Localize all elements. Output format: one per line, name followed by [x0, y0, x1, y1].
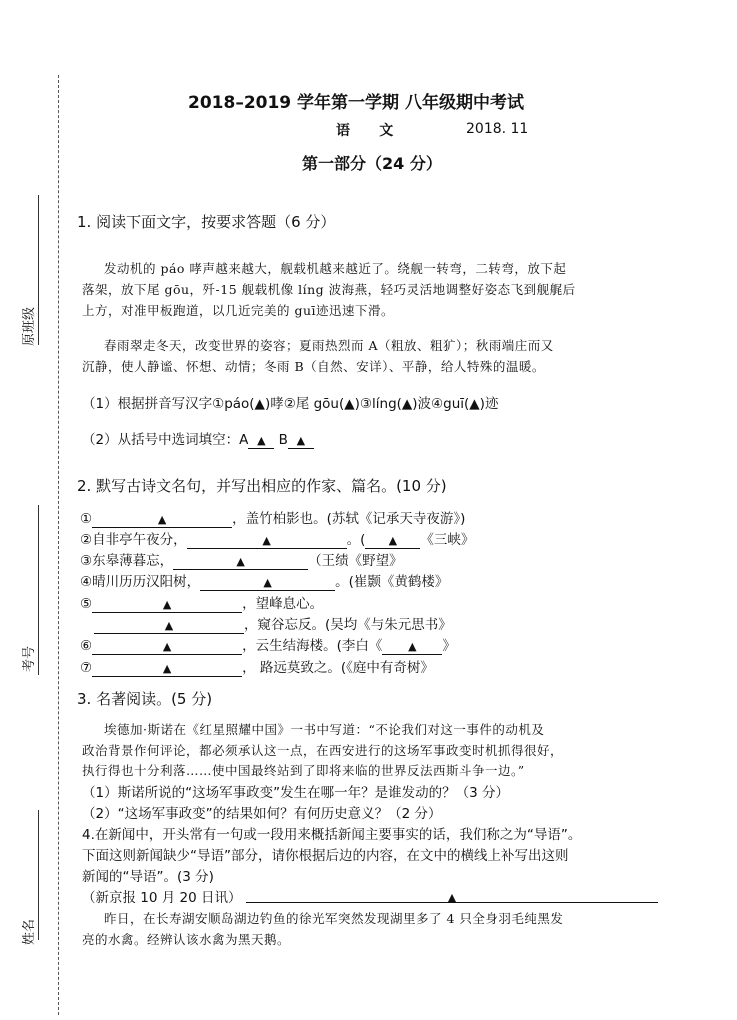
q2-heading: 2. 默写古诗文名句，并写出相应的作家、篇名。(10 分): [77, 477, 447, 495]
q1-para1-line3: 上方，对准甲板跑道，以几近完美的 guī迹迅速下滑。: [82, 303, 395, 318]
q2-blank-7b[interactable]: [382, 639, 442, 655]
q1-para2-line2: 沉静，使人静谧、怀想、动情；冬雨 B（自然、安详）、平静，给人特殊的温暖。: [82, 359, 545, 374]
name-write-line: [38, 810, 39, 940]
q2-blank-6-mark: ▲: [164, 619, 174, 632]
q2-blank-8[interactable]: [92, 661, 242, 677]
q2-line-2: [80, 528, 474, 549]
blank-b-mark: ▲: [296, 434, 306, 447]
blank-a[interactable]: [248, 433, 274, 449]
q2-blank-7[interactable]: [92, 639, 242, 655]
q4-dateline: （新京报 10 月 20 日讯）: [82, 890, 242, 906]
q4-lead-blank-mark: ▲: [447, 891, 457, 904]
q1-heading: 1. 阅读下面文字，按要求答题（6 分）: [77, 213, 336, 231]
blank-a-mark: ▲: [257, 434, 266, 447]
q3-sub1: （1）斯诺所说的“这场军事政变”发生在哪一年？是谁发动的？（3 分）: [82, 785, 509, 801]
q3-heading: 3. 名著阅读。(5 分): [77, 690, 213, 708]
q2-blank-4-mark: ▲: [263, 576, 272, 589]
q2-blank-2b[interactable]: [365, 533, 420, 549]
q1-sub2-prefix: （2）从括号中选词填空：A: [82, 432, 249, 448]
q4-text-line2: 下面这则新闻缺少“导语”部分，请你根据后边的内容，在文中的横线上补写出这则: [82, 848, 569, 864]
q2-line-7: [80, 634, 456, 655]
q2-blank-2b-mark: ▲: [388, 534, 398, 547]
q2-blank-3-mark: ▲: [236, 555, 245, 568]
q4-text-line1: 4.在新闻中，开头常有一句或一段用来概括新闻主要事实的话，我们称之为“导语”。: [82, 827, 582, 843]
q2-line-7-num: ⑥: [80, 638, 93, 654]
q2-blank-7-mark: ▲: [162, 640, 172, 653]
q2-line-4: [80, 570, 448, 591]
q2-blank-5[interactable]: [92, 597, 242, 613]
q1-sub2-b: B: [278, 432, 288, 448]
q2-blank-3[interactable]: [173, 554, 308, 570]
q2-line-7-tail: 》: [442, 638, 456, 654]
q3-quote-line3: 执行得也十分利落……使中国最终站到了即将来临的世界反法西斯斗争一边。”: [82, 763, 525, 778]
q4-text-line3: 新闻的“导语”。(3 分): [82, 869, 214, 885]
q2-blank-1[interactable]: [92, 512, 232, 528]
q2-line-3-text: （王绩《野望》: [308, 553, 403, 569]
q2-line-4-text: 。(崔颢《黄鹤楼》: [335, 574, 449, 590]
q2-line-8: [80, 656, 434, 677]
q2-line-3: [80, 549, 403, 570]
q2-blank-5-mark: ▲: [162, 598, 172, 611]
q1-para1-line2: 落架，放下尾 gōu，歼-15 舰载机像 líng 波海燕，轻巧灵活地调整好姿态飞到舰艉后: [82, 282, 576, 297]
exam-date: 2018. 11: [466, 121, 529, 137]
q2-line-7-text: ，云生结海楼。(李白《: [242, 638, 383, 654]
exam-title: 2018–2019 学年第一学期 八年级期中考试: [188, 93, 524, 113]
q4-body-line2: 亮的水禽。经辨认该水禽为黑天鹅。: [82, 932, 291, 947]
binding-dashed-line: [58, 75, 59, 1015]
q2-line-6: [80, 613, 452, 634]
q2-line-1-num: ①: [80, 511, 93, 527]
q2-line-2-text: 。(: [346, 532, 366, 548]
q1-para1-line1: 发动机的 páo 哮声越来越大，舰载机越来越近了。绕舰一转弯，二转弯，放下起: [104, 261, 567, 276]
q2-blank-8-mark: ▲: [162, 662, 172, 675]
q4-body-line1: 昨日，在长寿湖安顺岛湖边钓鱼的徐光军突然发现湖里多了 4 只全身羽毛纯黑发: [104, 911, 564, 926]
q2-line-5: [80, 592, 323, 613]
q3-quote-line2: 政治背景作何评论，都必须承认这一点，在西安进行的这场军事政变时机抓得很好，: [82, 743, 564, 758]
q2-blank-2-mark: ▲: [262, 534, 271, 547]
q2-line-5-text: ，望峰息心。: [242, 596, 324, 612]
q2-line-8-text: ， 路远莫致之。(《庭中有奇树》: [242, 660, 434, 676]
q2-line-2-tail: 《三峡》: [420, 532, 475, 548]
q2-line-6-text: ，窥谷忘反。(吴均《与朱元思书》: [244, 617, 452, 633]
blank-b[interactable]: [288, 433, 314, 449]
part-heading: 第一部分（24 分）: [302, 154, 442, 173]
q2-line-1-text: ，盖竹柏影也。(苏轼《记承天寺夜游》): [232, 511, 466, 527]
q3-sub2: （2）“这场军事政变”的结果如何？有何历史意义？（2 分）: [82, 806, 442, 822]
q2-line-4-pre: ④晴川历历汉阳树，: [80, 574, 201, 590]
q2-blank-6[interactable]: [94, 618, 244, 634]
q2-line-3-pre: ③东皋薄暮忘，: [80, 553, 174, 569]
q2-line-5-num: ⑤: [80, 596, 93, 612]
q1-sub2: [82, 428, 314, 449]
q2-line-8-num: ⑦: [80, 660, 93, 676]
q2-line-1: [80, 507, 465, 528]
q2-blank-7b-mark: ▲: [408, 640, 417, 653]
exam-no-label: 考号: [22, 645, 37, 672]
exam-no-write-line: [38, 505, 39, 675]
q1-sub1: （1）根据拼音写汉字①páo(▲)哮②尾 gōu(▲)③líng(▲)波④guī(▲)迹: [82, 396, 499, 412]
class-write-line: [38, 195, 39, 345]
q2-blank-1-mark: ▲: [157, 513, 167, 526]
q2-line-2-pre: ②自非亭午夜分，: [80, 532, 187, 548]
q1-para2-line1: 春雨翠走冬天，改变世界的姿容；夏雨热烈而 A（粗放、粗犷）；秋雨端庄而又: [104, 338, 554, 353]
q2-blank-4[interactable]: [200, 575, 335, 591]
q4-lead-blank[interactable]: [246, 886, 658, 903]
class-label: 原班级: [22, 306, 37, 346]
q2-blank-2[interactable]: [187, 533, 347, 549]
subject: 语 文: [336, 123, 394, 139]
name-label: 姓名: [22, 918, 37, 945]
q3-quote-line1: 埃德加·斯诺在《红星照耀中国》一书中写道：“不论我们对这一事件的动机及: [104, 722, 545, 737]
